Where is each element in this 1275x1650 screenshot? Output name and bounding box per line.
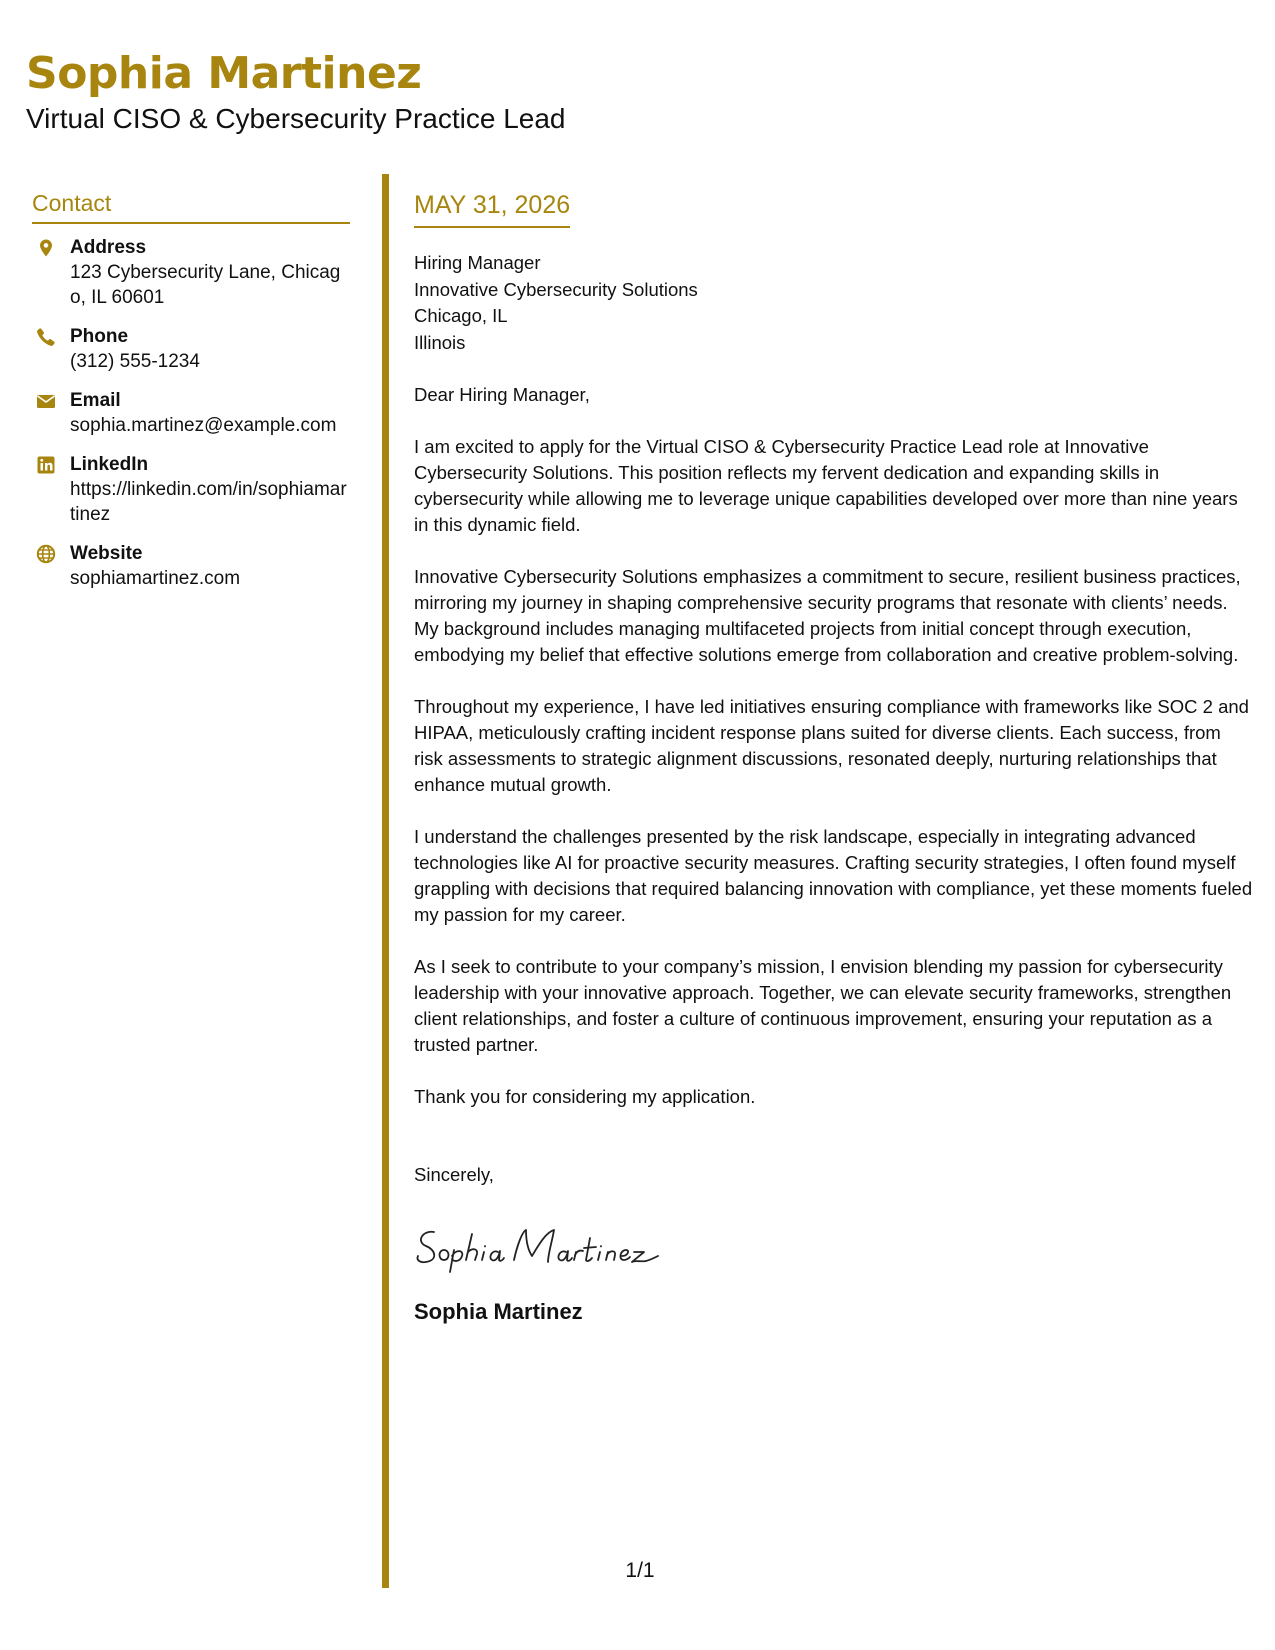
phone-icon — [36, 327, 58, 349]
letter-paragraph: I am excited to apply for the Virtual CISO & Cybersecurity Practice Lead role at Innovative Cybersecurity Solutions. This position reflects my fervent dedication and expanding skills in cybersecurity while allowing me to leverage unique capabilities developed over more than nine years in this dynamic field. — [414, 436, 1238, 535]
contact-item-address — [32, 236, 350, 310]
contact-label: Email — [70, 390, 121, 411]
linkedin-value[interactable]: https://linkedin.com/in/sophiamartinez — [70, 479, 347, 525]
header — [26, 46, 565, 136]
contact-heading: Contact — [32, 188, 350, 224]
contact-label: Address — [70, 237, 147, 258]
letter-date: MAY 31, 2026 — [414, 188, 570, 228]
contact-item-linkedin — [32, 453, 350, 527]
globe-icon — [36, 544, 58, 566]
contact-item-email — [32, 389, 350, 438]
page-number: 1/1 — [625, 1559, 655, 1582]
letter-paragraph: I understand the challenges presented by the risk landscape, especially in integrating advanced technologies like AI for proactive security measures. Crafting security strategies, I often found myself grappling with decisions that required balancing innovation with compliance, yet these moments fueled my passion for my career. — [414, 826, 1253, 925]
letter-paragraph: Throughout my experience, I have led initiatives ensuring compliance with frameworks like SOC 2 and HIPAA, meticulously crafting incident response plans suited for diverse clients. Each success, from risk assessments to strategic alignment discussions, resonated deeply, nurturing relationships that enhance mutual growth. — [414, 696, 1249, 795]
contact-label: LinkedIn — [70, 454, 149, 475]
contact-item-phone — [32, 325, 350, 374]
letter-content — [414, 382, 1254, 1110]
contact-item-website — [32, 542, 350, 591]
map-pin-icon — [36, 238, 58, 260]
letter-paragraph: As I seek to contribute to your company’s mission, I envision blending my passion for cybersecurity leadership with your innovative approach. Together, we can elevate security frameworks, strengthen client relationships, and foster a culture of continuous improvement, ensuring your reputation as a trusted partner. — [414, 956, 1232, 1055]
salutation: Dear Hiring Manager, — [414, 384, 590, 405]
letter-body — [414, 188, 1254, 1326]
phone-value: (312) 555-1234 — [70, 351, 200, 372]
recipient-line: Innovative Cybersecurity Solutions — [414, 278, 698, 300]
vertical-divider — [382, 174, 389, 1588]
letter-paragraph: Innovative Cybersecurity Solutions emphasizes a commitment to secure, resilient business practices, mirroring my journey in shaping comprehensive security programs that resonate with clients’ needs. My background includes managing multifaceted projects from initial concept through execution, embodying my belief that effective solutions emerge from collaboration and creative problem-solving. — [414, 566, 1241, 665]
recipient-line: Hiring Manager — [414, 252, 541, 273]
contact-label: Phone — [70, 326, 129, 347]
linkedin-icon — [36, 455, 58, 477]
signature-name: Sophia Martinez — [414, 1299, 583, 1324]
website-value[interactable]: sophiamartinez.com — [70, 568, 241, 589]
email-value: sophia.martinez@example.com — [70, 415, 337, 436]
recipient-line: Illinois — [414, 331, 466, 353]
closing: Sincerely, — [414, 1164, 494, 1185]
contact-label: Website — [70, 543, 143, 564]
handwritten-signature — [414, 1216, 1254, 1276]
recipient-block — [414, 250, 1254, 356]
applicant-name: Sophia Martinez — [26, 48, 422, 99]
applicant-title: Virtual CISO & Cybersecurity Practice Lead — [26, 103, 566, 134]
address-value: 123 Cybersecurity Lane, Chicago, IL 60601 — [70, 262, 341, 308]
letter-paragraph: Thank you for considering my application. — [414, 1086, 756, 1107]
contact-list — [32, 236, 350, 591]
recipient-line: Chicago, IL — [414, 305, 508, 326]
envelope-icon — [36, 391, 58, 413]
contact-sidebar — [32, 188, 350, 606]
